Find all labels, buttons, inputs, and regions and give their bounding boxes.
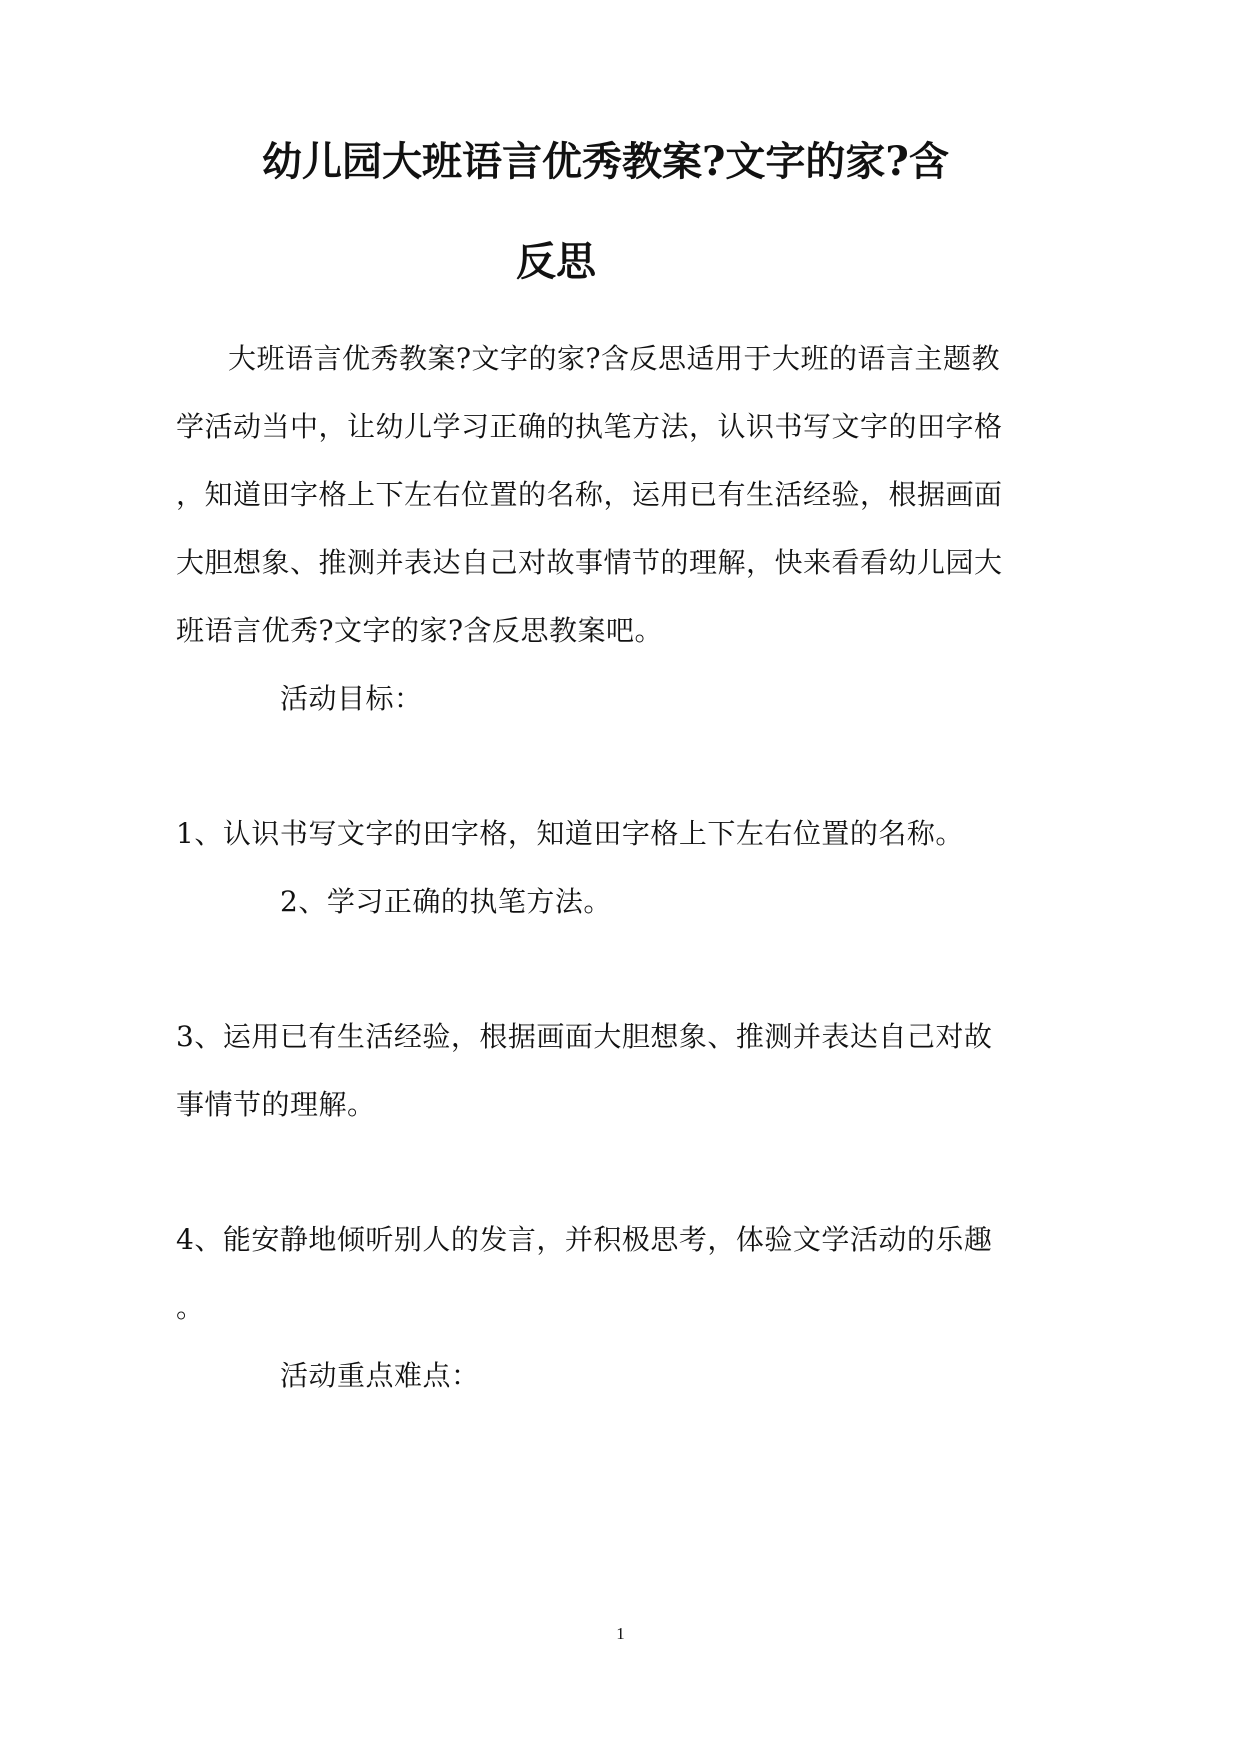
goal-item-3-line-2: 事情节的理解。	[176, 1088, 376, 1121]
page-number: 1	[616, 1624, 625, 1643]
intro-line-5: 班语言优秀?文字的家?含反思教案吧。	[176, 614, 664, 647]
goal-item-2: 2、学习正确的执笔方法。	[280, 885, 612, 918]
goal-item-1: 1、认识书写文字的田字格，知道田字格上下左右位置的名称。	[176, 817, 964, 850]
intro-line-4: 大胆想象、推测并表达自己对故事情节的理解，快来看看幼儿园大	[176, 546, 1003, 579]
key-points-heading: 活动重点难点：	[280, 1359, 480, 1392]
goal-item-3-line-1: 3、运用已有生活经验，根据画面大胆想象、推测并表达自己对故	[176, 1020, 993, 1053]
title-line-1: 幼儿园大班语言优秀教案?文字的家?含	[262, 138, 949, 185]
intro-line-1: 大班语言优秀教案?文字的家?含反思适用于大班的语言主题教	[228, 342, 1001, 375]
goal-item-4-line-1: 4、能安静地倾听别人的发言，并积极思考，体验文学活动的乐趣	[176, 1223, 993, 1256]
goals-heading: 活动目标：	[280, 682, 423, 715]
intro-line-2: 学活动当中，让幼儿学习正确的执笔方法，认识书写文字的田字格	[176, 410, 1003, 443]
title-line-2: 反思	[516, 238, 596, 285]
intro-line-3: ，知道田字格上下左右位置的名称，运用已有生活经验，根据画面	[176, 478, 1003, 511]
goal-item-4-line-2: 。	[176, 1291, 205, 1324]
